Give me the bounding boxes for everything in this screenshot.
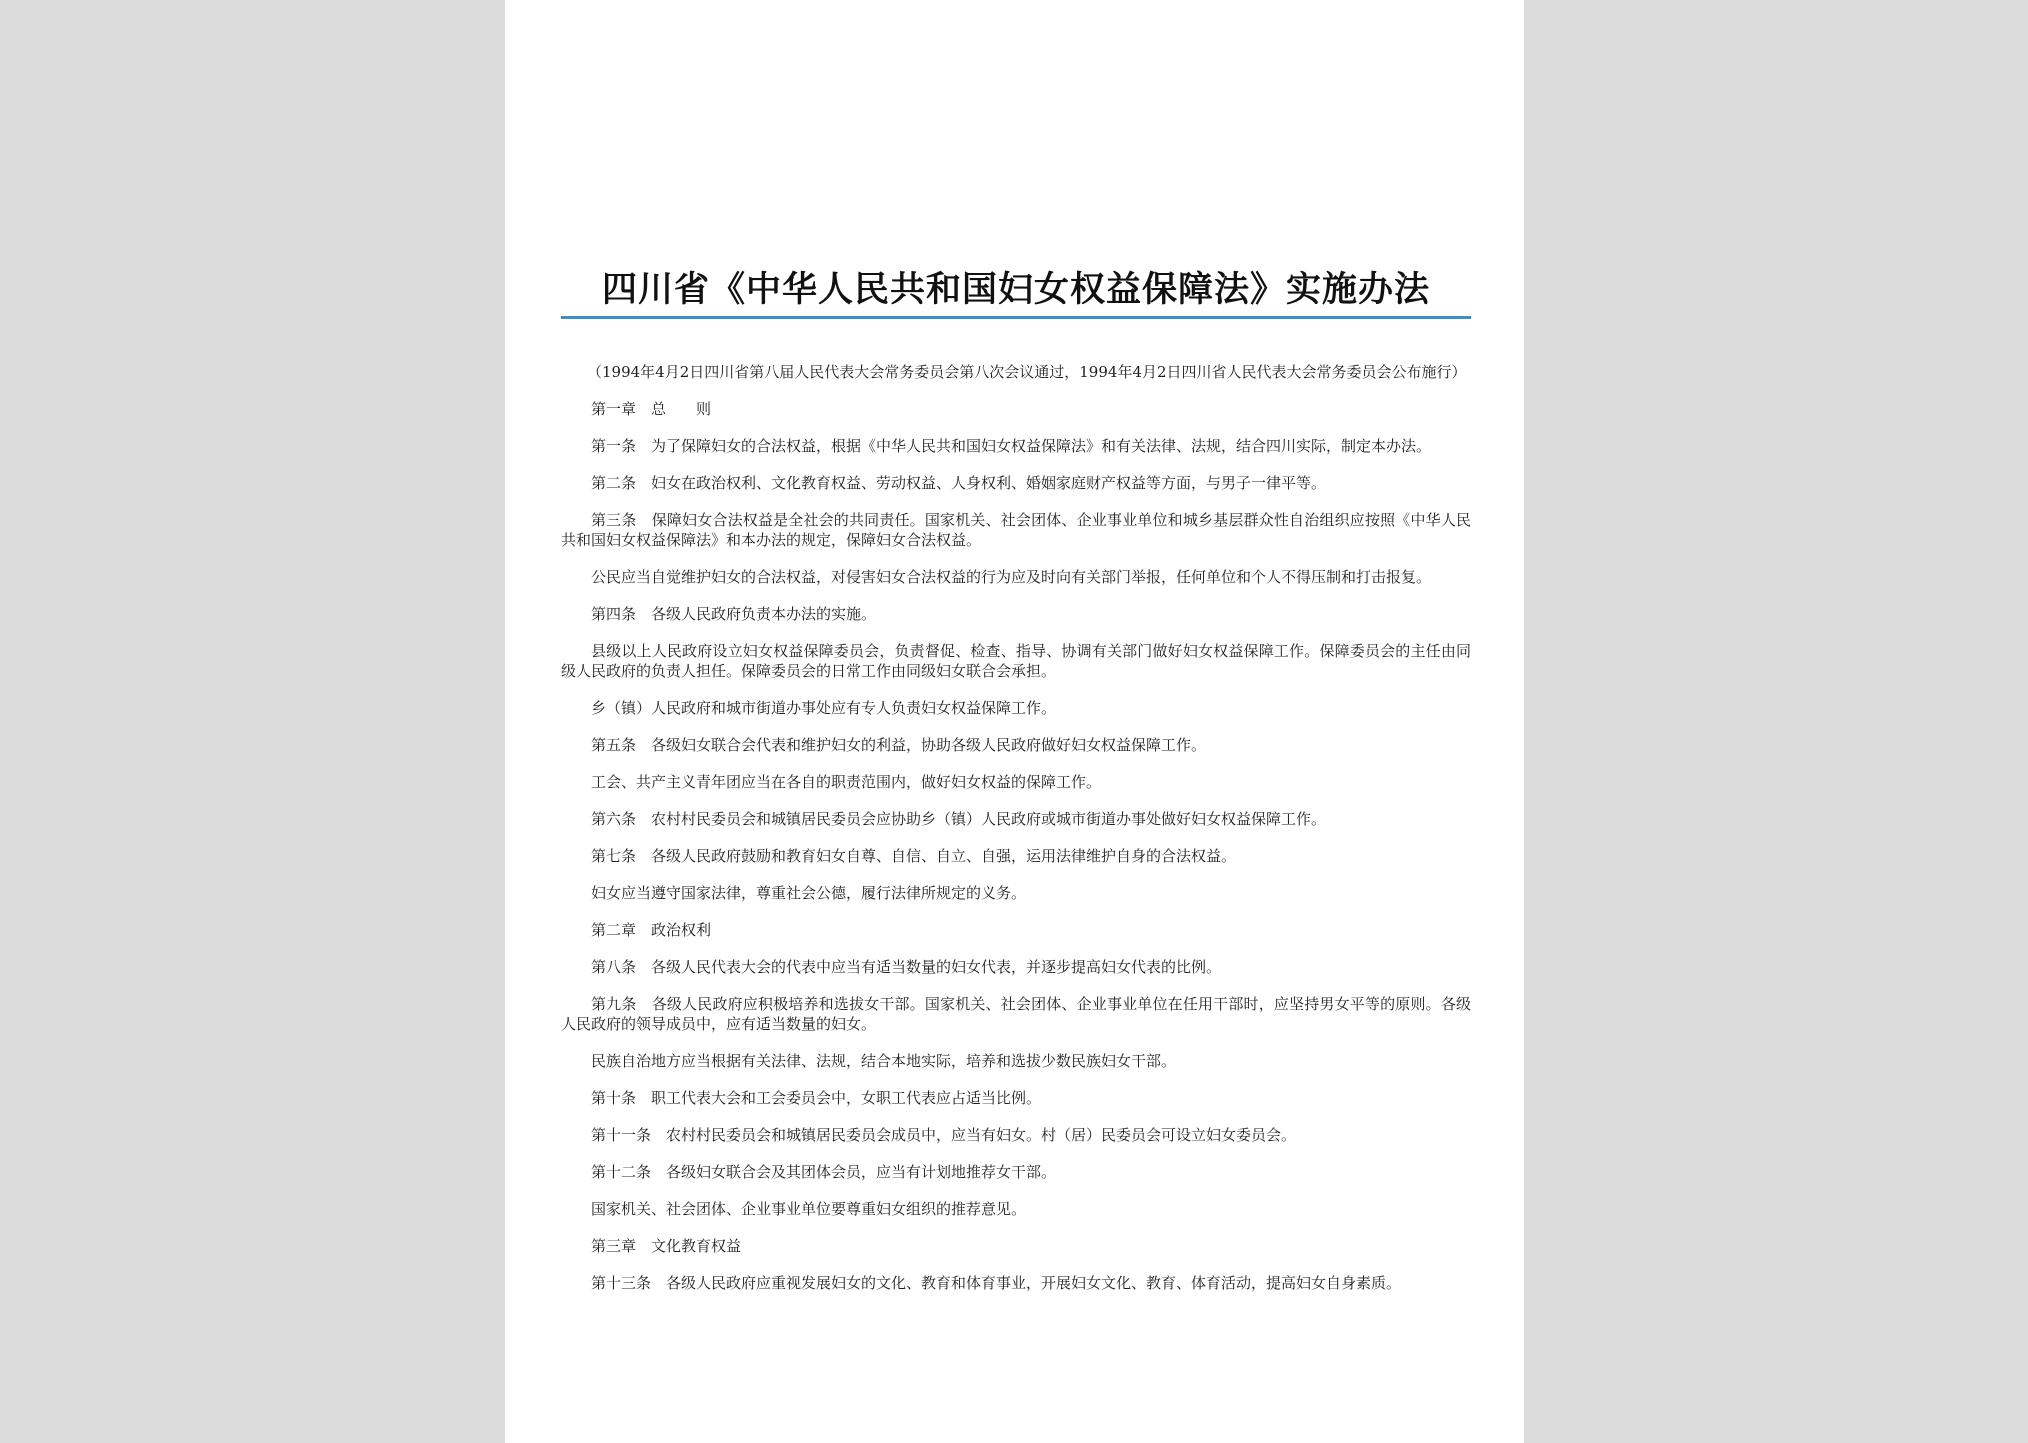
article-paragraph: 第六条 农村村民委员会和城镇居民委员会应协助乡（镇）人民政府或城市街道办事处做好妇女权益保障工作。 xyxy=(591,810,1327,828)
article-paragraph: 民族自治地方应当根据有关法律、法规，结合本地实际，培养和选拔少数民族妇女干部。 xyxy=(591,1052,1177,1070)
article-paragraph: 工会、共产主义青年团应当在各自的职责范围内，做好妇女权益的保障工作。 xyxy=(591,773,1102,791)
article-paragraph: 第十三条 各级人民政府应重视发展妇女的文化、教育和体育事业，开展妇女文化、教育、体育活动，提高妇女自身素质。 xyxy=(591,1274,1402,1292)
article-paragraph: 第五条 各级妇女联合会代表和维护妇女的利益，协助各级人民政府做好妇女权益保障工作。 xyxy=(591,736,1207,754)
article-paragraph: 公民应当自觉维护妇女的合法权益，对侵害妇女合法权益的行为应及时向有关部门举报，任何单位和个人不得压制和打击报复。 xyxy=(591,568,1432,586)
article-paragraph: 第十条 职工代表大会和工会委员会中，女职工代表应占适当比例。 xyxy=(591,1089,1042,1107)
article-paragraph: 第十二条 各级妇女联合会及其团体会员，应当有计划地推荐女干部。 xyxy=(591,1163,1057,1181)
article-paragraph: 第八条 各级人民代表大会的代表中应当有适当数量的妇女代表，并逐步提高妇女代表的比例。 xyxy=(591,958,1222,976)
document-body xyxy=(561,362,1471,1310)
document-title: 四川省《中华人民共和国妇女权益保障法》实施办法 xyxy=(601,269,1430,310)
article-paragraph: 第十一条 农村村民委员会和城镇居民委员会成员中，应当有妇女。村（居）民委员会可设立妇女委员会。 xyxy=(591,1126,1297,1144)
document-page xyxy=(505,0,1524,1443)
article-paragraph: 妇女应当遵守国家法律，尊重社会公德，履行法律所规定的义务。 xyxy=(591,884,1027,902)
article-paragraph: 第四条 各级人民政府负责本办法的实施。 xyxy=(591,605,877,623)
chapter-heading: 第一章 总 则 xyxy=(591,400,712,418)
article-paragraph: 乡（镇）人民政府和城市街道办事处应有专人负责妇女权益保障工作。 xyxy=(591,699,1057,717)
article-paragraph: 县级以上人民政府设立妇女权益保障委员会，负责督促、检查、指导、协调有关部门做好妇女权益保障工作。保障委员会的主任由同级人民政府的负责人担任。保障委员会的日常工作由同级妇女联合会承担。 xyxy=(561,642,1471,680)
article-paragraph: 国家机关、社会团体、企业事业单位要尊重妇女组织的推荐意见。 xyxy=(591,1200,1027,1218)
chapter-heading: 第三章 文化教育权益 xyxy=(591,1237,742,1255)
article-paragraph: 第一条 为了保障妇女的合法权益，根据《中华人民共和国妇女权益保障法》和有关法律、法规，结合四川实际，制定本办法。 xyxy=(591,437,1432,455)
article-paragraph: 第七条 各级人民政府鼓励和教育妇女自尊、自信、自立、自强，运用法律维护自身的合法权益。 xyxy=(591,847,1237,865)
article-paragraph: 第二条 妇女在政治权利、文化教育权益、劳动权益、人身权利、婚姻家庭财产权益等方面，与男子一律平等。 xyxy=(591,474,1327,492)
article-paragraph: 第三条 保障妇女合法权益是全社会的共同责任。国家机关、社会团体、企业事业单位和城乡基层群众性自治组织应按照《中华人民共和国妇女权益保障法》和本办法的规定，保障妇女合法权益。 xyxy=(561,511,1471,549)
title-underline xyxy=(561,316,1471,319)
article-paragraph: 第九条 各级人民政府应积极培养和选拔女干部。国家机关、社会团体、企业事业单位在任用干部时，应坚持男女平等的原则。各级人民政府的领导成员中，应有适当数量的妇女。 xyxy=(561,995,1471,1033)
chapter-heading: 第二章 政治权利 xyxy=(591,921,712,939)
adoption-note: （1994年4月2日四川省第八届人民代表大会常务委员会第八次会议通过，1994年4月2日四川省人民代表大会常务委员会公布施行） xyxy=(587,363,1467,381)
